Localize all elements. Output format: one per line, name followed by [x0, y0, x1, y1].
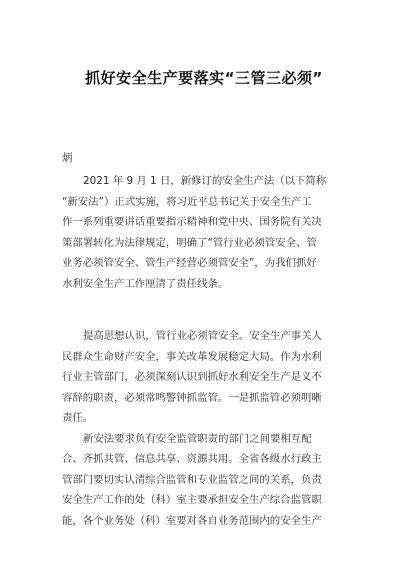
paragraph-1: [62, 171, 352, 294]
text-line: 责任。: [62, 412, 94, 424]
text-line: 容辞的职责，必须常鸣警钟抓监管。一是抓监管必须明晰: [62, 391, 322, 404]
text-line: 行业主管部门，必须深刻认识到抓好水利安全生产是义不: [62, 371, 322, 383]
document-title: 抓好安全生产要落实“三管三必须”: [85, 69, 323, 87]
text-line: 业务必须管安全、管生产经营必须管安全”，为我们抓好: [62, 257, 317, 269]
text-line: 合、齐抓共管、信息共享、资源共用。全省各级水行政主: [62, 453, 322, 465]
paragraph-2: [62, 326, 352, 531]
text-line: 民群众生命财产安全，事关改革发展稳定大局。作为水利: [62, 350, 322, 363]
text-line: 提高思想认识，管行业必须管安全。安全生产事关人: [83, 330, 322, 342]
text-line: 2021 年 9 月 1 日，新修订的安全生产法（以下简称: [83, 175, 327, 187]
text-line: “新安法”）正式实施，将习近平总书记关于安全生产工: [62, 195, 312, 208]
text-line: 作一系列重要讲话重要指示精神和党中央、国务院有关决: [62, 216, 322, 228]
text-line: 管部门要切实认清综合监管和专业监管之间的关系，负责: [62, 473, 322, 486]
text-line: 水利安全生产工作厘清了责任线条。: [62, 277, 229, 290]
text-line: 能，各个业务处（科）室要对各自业务范围内的安全生产: [62, 514, 322, 527]
text-line: 策部署转化为法律规定，明确了“管行业必须管安全、管: [62, 236, 317, 249]
text-line: 安全生产工作的处（科）室主要承担安全生产综合监管职: [62, 494, 322, 506]
text-line: 新安法要求负有安全监管职责的部门之间要相互配: [83, 432, 312, 445]
author-name: 炳: [62, 152, 73, 164]
